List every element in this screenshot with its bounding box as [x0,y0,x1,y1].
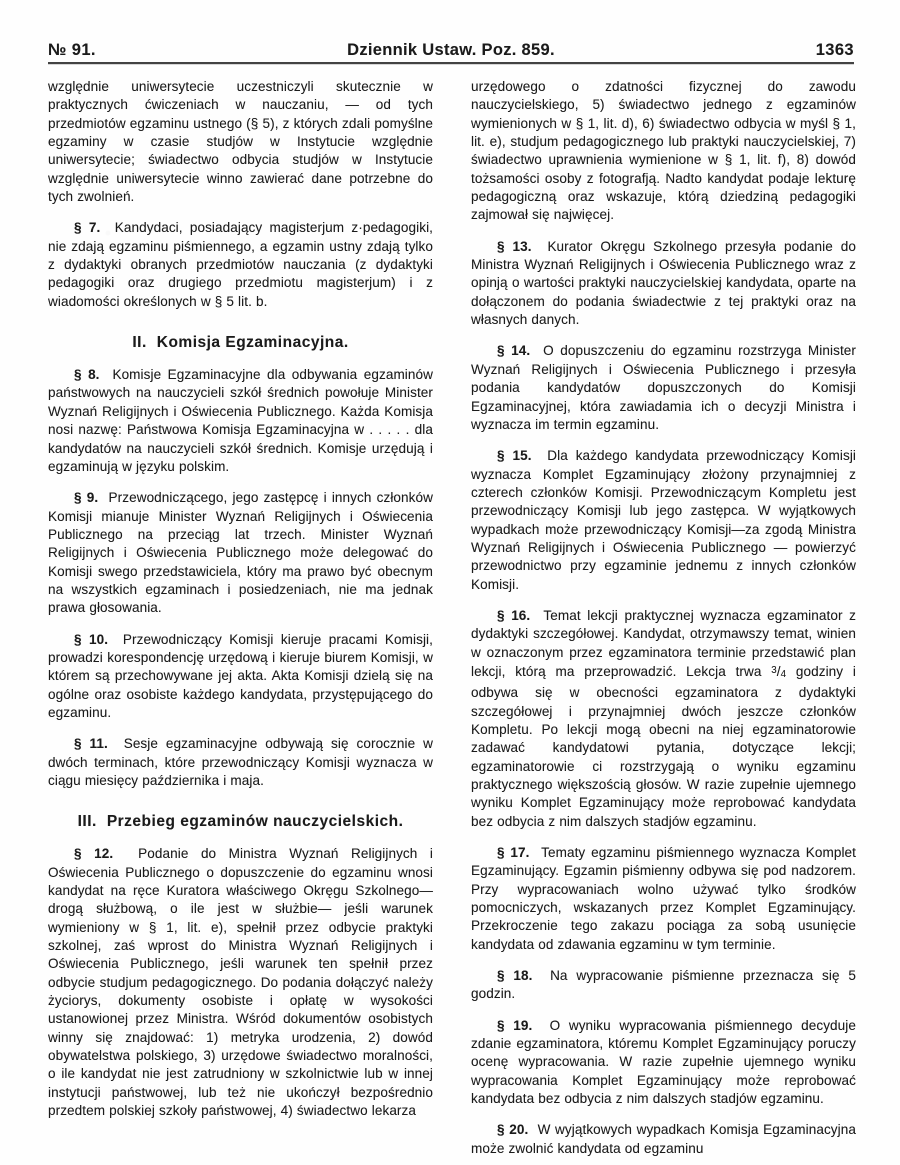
section-marker-11: § 11. [74,736,124,752]
section-marker-10: § 10. [74,631,123,647]
paragraph-15 [471,447,856,594]
text-columns [48,78,857,1156]
section-body-13: Kurator Okręgu Szkolnego przesyła podanie do Ministra Wyznań Religijnych i Oświecenia Publicznego wraz z opinją o wartości praktyki nauczycielskiej kandydata, oparte na dołączonem do podania świadectwie z tej praktyki oraz na własnych danych. [471,238,856,328]
section-body-17: Tematy egzaminu piśmiennego wyznacza Komplet Egzaminujący. Egzamin piśmienny odbywa się pod nadzorem. Przy wypracowaniach wolno używać tylko środków pomocniczych, wskazanych przez Komplet Egzaminujący. Przekroczenie tego zakazu pociąga za sobą usunięcie kandydata od zdawania egzaminu w tym terminie. [471,844,856,952]
section-marker-7: § 7. [74,220,115,236]
heading-ii-numeral: II. [132,334,147,352]
journal-title: Dziennik Ustaw. Poz. 859. [347,41,555,59]
section-body-15: Dla każdego kandydata przewodniczący Komisji wyznacza Komplet Egzaminujący złożony przynajmniej z czterech członków Komisji. Przewodniczącym Kompletu jest przewodniczący Komisji lub jego zastępca. W wyjątkowych wypadkach może przewodniczący Komisji—za zgodą Ministra Wyznań Religijnych i Oświecenia Publicznego — powierzyć przewodnictwo przy egzaminie jednemu z innych członków Komisji. [471,448,856,592]
fraction-slash: / [776,664,781,680]
fraction-denominator: 4 [780,668,787,680]
paragraph-9 [48,489,433,617]
section-marker-14: § 14. [497,343,544,359]
paragraph-16 [471,607,856,831]
paragraph-continuation: względnie uniwersytecie uczestniczyli skutecznie w praktycznych ćwiczeniach w nauczaniu, — od tych przedmiotów egzaminu ustnego (§ 5), z których zdali pomyślne egzaminy w czasie studjów w Instytucie względnie uniwersytecie; świadectwo odbycia studjów w Instytucie względnie uniwersytecie winno zawierać dane potrzebne do tych zwolnień. [48,79,433,205]
paragraph-14 [471,342,856,434]
section-body-16-part2: godziny i odbywa się w obecności egzaminatora z dydaktyki szczegółowej i przynajmniej dwóch jeszcze członków Kompletu. Po lekcji mogą obecni na niej egzaminatorowie zadawać kandydatowi pytania, dotyczące lekcji; egzaminatorowie ci rozstrzygają o wyniku egzaminu praktycznego większością głosów. W razie zupełnie ujemnego wyniku Komplet Egzaminujący może reprobować kandydata bez odbycia z nim dalszych stadjów egzaminu. [471,664,857,829]
section-marker-8: § 8. [74,367,113,383]
section-body-12: Podanie do Ministra Wyznań Religijnych i Oświecenia Publicznego o dopuszczenie do egzaminu wnosi kandydat na ręce Kuratora właściwego Okręgu Szkolnego—drogą służbową, o ile jest w służbie— jeśli warunek wymieniony w § 1, lit. e), spełnił przez odbycie praktyki szkolnej, zaś wprost do Ministra Wyznań Religijnych i Oświecenia Publicznego, jeśli warunek ten spełnił przez odbycie studjum pedagogicznego. Do podania dołączyć należy życiorys, dokumenty osobiste i opłatę w wysokości ustanowionej przez Ministra. Wśród dokumentów osobistych winny się znajdować: 1) metryka urodzenia, 2) dowód obywatelstwa polskiego, 3) urzędowe świadectwo moralności, o ile kandydat nie jest zatrudniony w szkolnictwie lub w innej instytucji państwowej, lub też nie ukończył bezpośrednio przedtem polskiej szkoły państwowej, 4) świadectwo lekarza [48,846,433,1119]
paragraph-10 [48,631,433,723]
issue-number: № 91. [48,41,96,59]
section-body-10: Przewodniczący Komisji kieruje pracami Komisji, prowadzi korespondencję urzędową i kieruje biurem Komisji, w którem są przechowywane jej akta. Akta Komisji dzielą się na ogólne oraz osobiste każdego kandydata, przystępującego do egzaminu. [48,631,433,720]
section-body-8: Komisje Egzaminacyjne dla odbywania egzaminów państwowych na nauczycieli szkół średnich powołuje Minister Wyznań Religijnych i Oświecenia Publicznego. Każda Komisja nosi nazwę: Państwowa Komisja Egzaminacyjna w . . . . . dla kandydatów na nauczycieli szkół średnich. Komisje urzędują i egzaminują w języku polskim. [48,367,433,474]
heading-section-iii [48,812,433,832]
section-body-20: W wyjątkowych wypadkach Komisja Egzaminacyjna może zwolnić kandydata od egzaminu [471,1122,856,1156]
heading-iii-numeral: III. [77,813,97,831]
section-body-16-part1: Temat lekcji praktycznej wyznacza egzaminator z dydaktyki szczegółowej. Kandydat, otrzymawszy temat, winien w oznaczonym przez egzaminatora terminie przedstawić plan lekcji, którą ma przeprowadzić. Lekcja trwa [471,607,856,680]
section-marker-19: § 19. [497,1017,550,1033]
heading-ii-title: Komisja Egzaminacyjna. [156,334,349,352]
paragraph-13 [471,238,856,330]
section-body-7: Kandydaci, posiadający magisterjum z·pedagogiki, nie zdają egzaminu piśmiennego, a egzamin ustny zdają tylko z dydaktyki obranych przedmiotów nauczania (z dydaktyki pedagogiki oraz drugiego przedmiotu magisterjum) i z wiadomości określonych w § 5 lit. b. [48,220,433,309]
section-marker-18: § 18. [497,968,551,983]
section-marker-20: § 20. [497,1122,538,1138]
page-number: 1363 [815,41,854,59]
right-column [471,78,857,1156]
header-rule [48,62,854,64]
section-marker-16: § 16. [497,607,544,623]
paragraph-12 [48,845,433,1120]
left-column [48,78,433,1153]
section-marker-12: § 12. [74,846,139,862]
section-body-14: O dopuszczeniu do egzaminu rozstrzyga Minister Wyznań Religijnych i Oświecenia Publicznego i przesyła podania kandydatów dopuszczonych do Komisji Egzaminacyjnej, która zawiadamia ich o decyzji Ministra i wyznacza im termin egzaminu. [471,343,856,432]
heading-section-ii [48,333,433,353]
paragraph-8 [48,366,433,476]
heading-iii-title: Przebieg egzaminów nauczycielskich. [106,813,404,831]
paragraph-7 [48,219,433,311]
paragraph-12-continuation: urzędowego o zdatności fizycznej do zawodu nauczycielskiego, 5) świadectwo jednego z egzaminów wymienionych w § 1, lit. d), 6) świadectwo odbycia w myśl § 1, lit. e), studjum pedagogicznego lub praktyki nauczycielskiej, 7) świadectwo uprawnienia wymienione w § 1, lit. f), 8) dowód tożsamości osoby z fotografją. Nadto kandydat podaje lekturę pedagogiczną oraz wskazuje, którą dziedziną pedagogiki zajmował się najwięcej. [471,79,856,223]
section-marker-9: § 9. [74,490,109,506]
paragraph-11 [48,735,433,790]
section-marker-15: § 15. [497,448,548,464]
paragraph-19 [471,1017,856,1109]
section-body-11: Sesje egzaminacyjne odbywają się corocznie w dwóch terminach, które przewodniczący Komisji wyznacza w ciągu miesięcy października i maja. [48,736,433,788]
fraction-numerator: 3 [771,664,777,676]
section-body-19: O wyniku wypracowania piśmiennego decyduje zdanie egzaminatora, któremu Komplet Egzaminujący poruczy ocenę wypracowania. W razie zupełnie ujemnego wyniku wypracowania Komplet Egzaminujący może reprobować kandydata bez odbycia z nim dalszych stadjów egzaminu. [471,1017,856,1107]
section-marker-17: § 17. [497,844,542,860]
section-marker-13: § 13. [497,238,548,254]
paragraph-18 [471,967,856,1004]
page-masthead [48,30,854,60]
paragraph-17 [471,844,856,954]
paragraph-20 [471,1121,856,1158]
section-body-9: Przewodniczącego, jego zastępcę i innych członków Komisji mianuje Minister Wyznań Religijnych i Oświecenia Publicznego na przeciąg lat trzech. Minister Wyznań Religijnych i Oświecenia Publicznego może delegować do Komisji swego przedstawiciela, który ma prawo być obecnym na wszystkich egzaminach i posiedzeniach, nie ma jednak prawa głosowania. [48,490,433,616]
section-body-18: Na wypracowanie piśmienne przeznacza się 5 godzin. [471,968,856,1002]
